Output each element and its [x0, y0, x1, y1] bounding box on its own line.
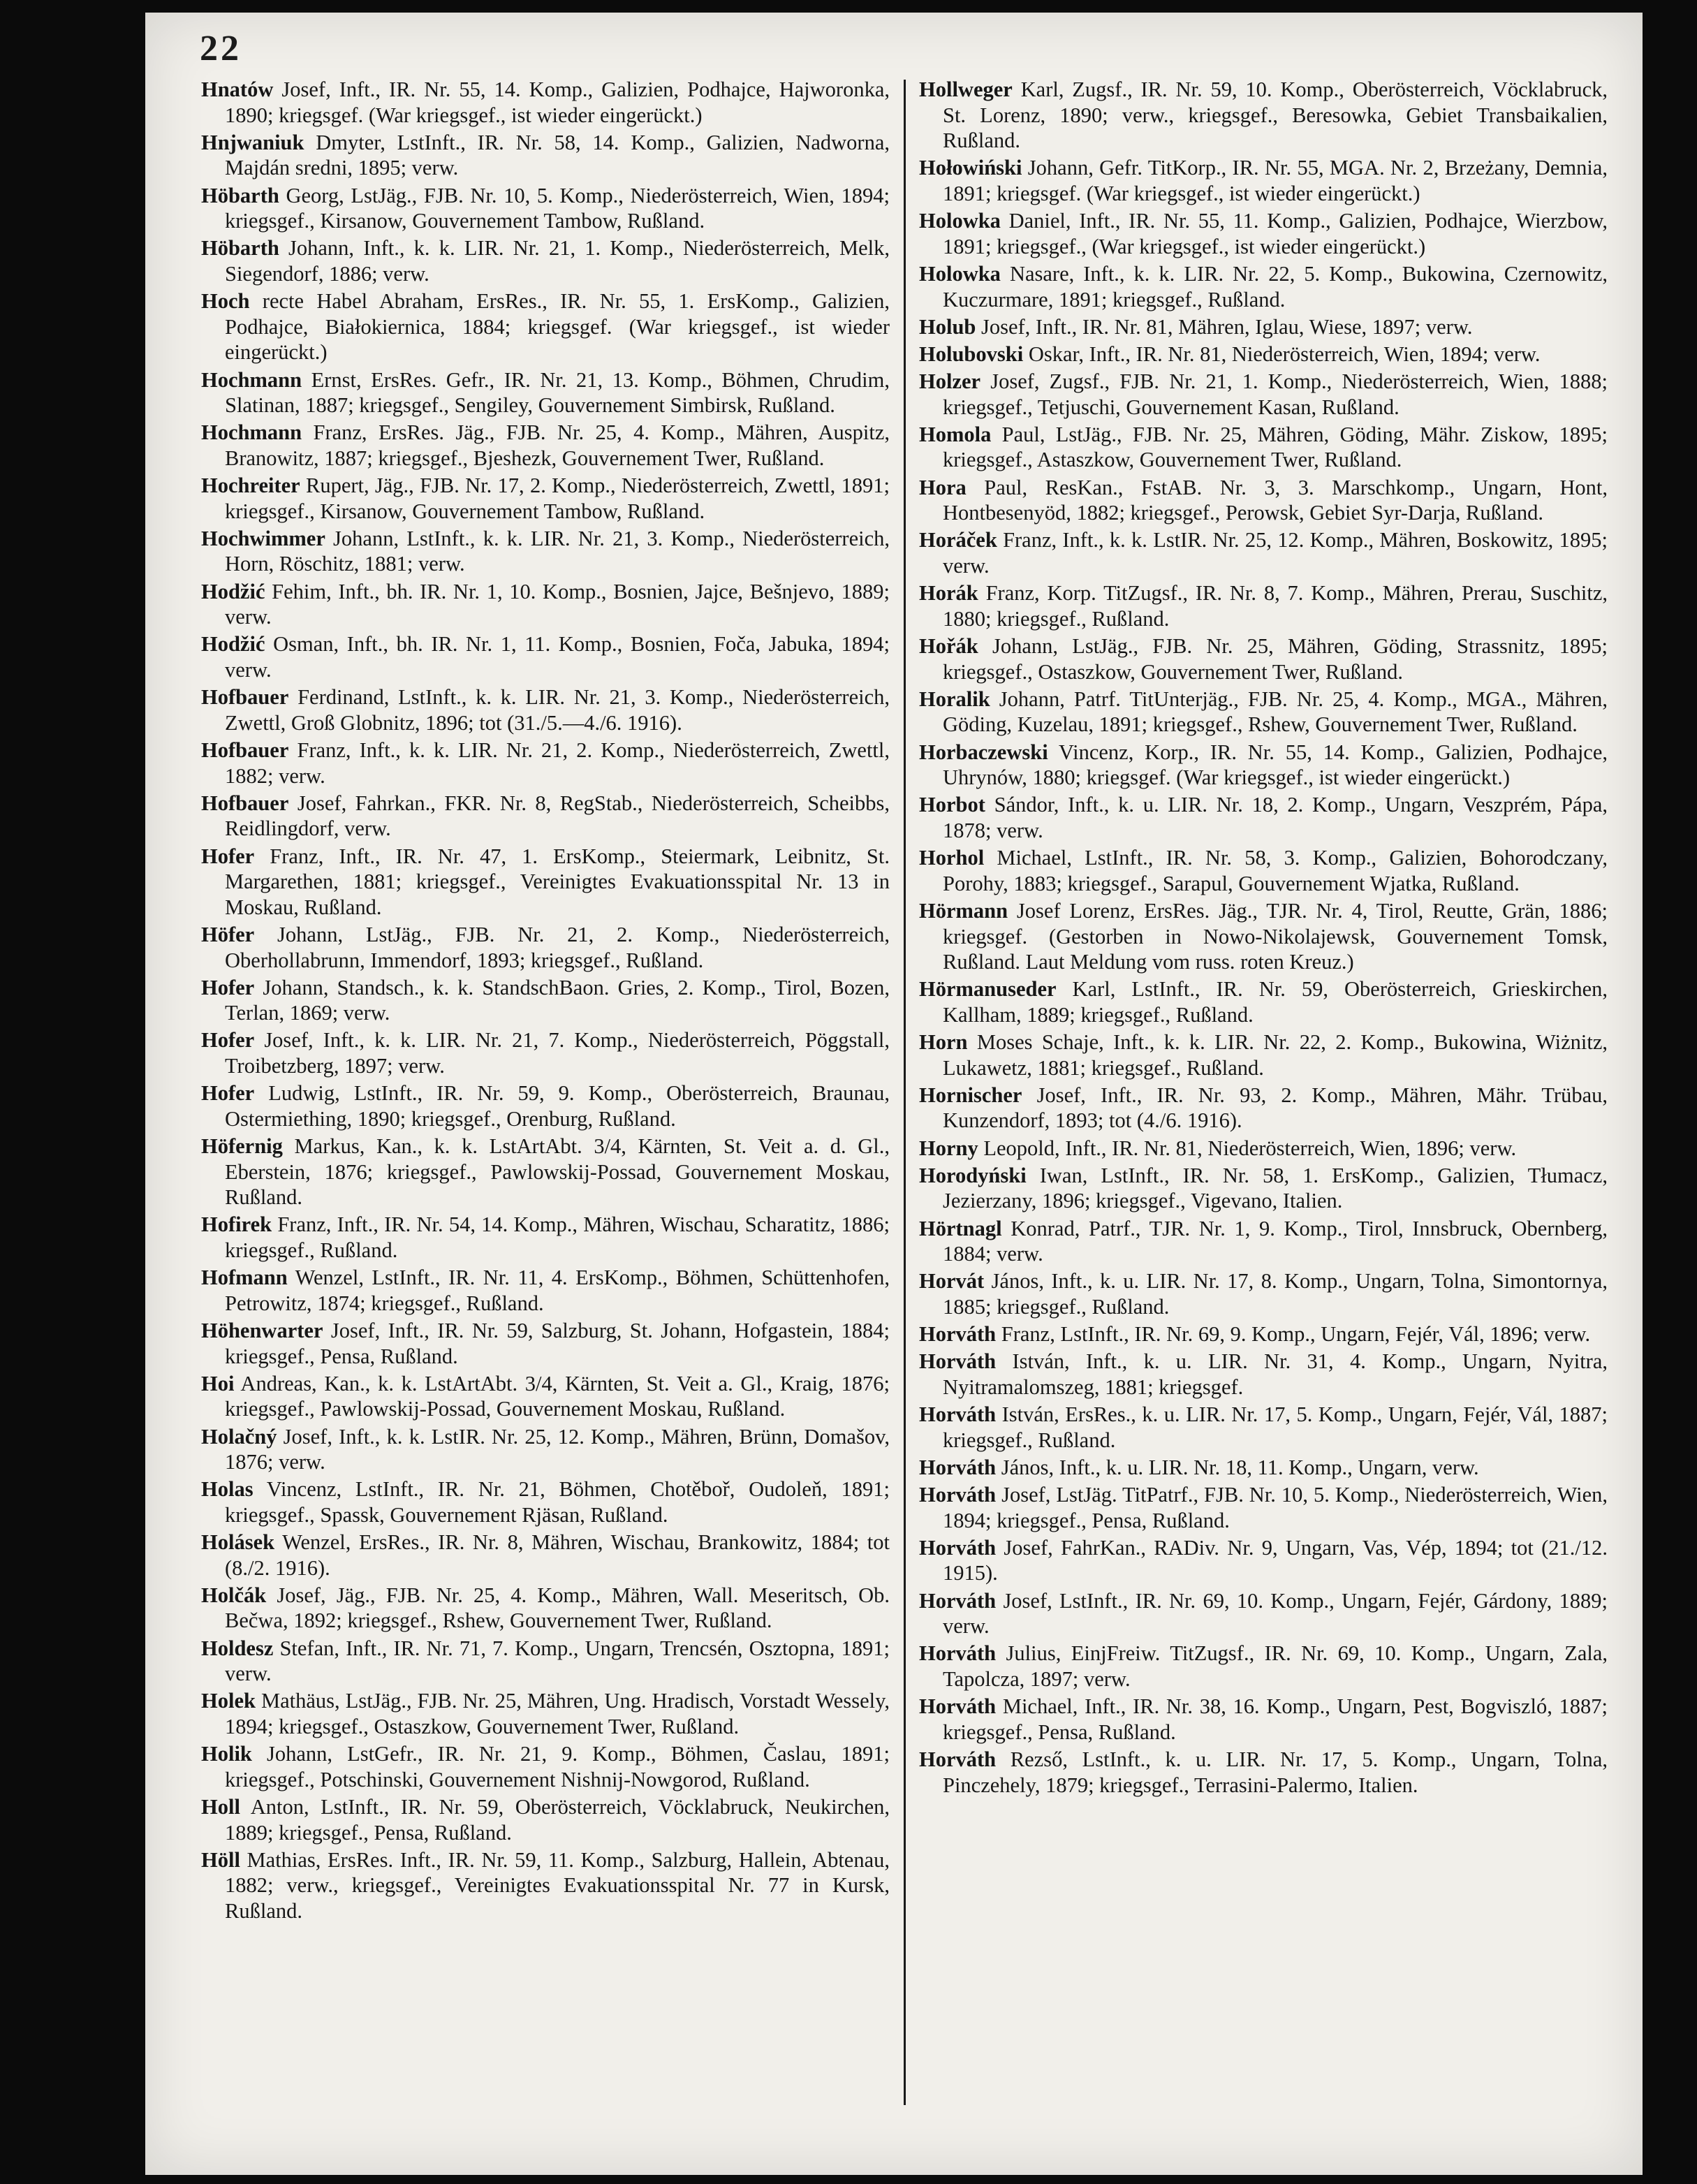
entry-details: Josef, FahrKan., RADiv. Nr. 9, Ungarn, Vas, Vép, 1894; tot (21./12. 1915). — [943, 1535, 1608, 1585]
entry-surname: Holačný — [201, 1424, 277, 1449]
entry-details: Fehim, Inft., bh. IR. Nr. 1, 10. Komp., Bosnien, Jajce, Bešnjevo, 1889; verw. — [225, 579, 890, 629]
entry-details: Michael, Inft., IR. Nr. 38, 16. Komp., Ungarn, Pest, Bogviszló, 1887; kriegsgef., Pensa, Rußland. — [943, 1694, 1608, 1744]
entry-surname: Hoch — [201, 289, 250, 314]
entry-surname: Hnatów — [201, 78, 274, 101]
entry-surname: Holik — [201, 1742, 252, 1766]
register-entry — [201, 183, 890, 234]
register-entry — [201, 975, 890, 1026]
entry-details: Vincenz, LstInft., IR. Nr. 21, Böhmen, Chotěboř, Oudoleň, 1891; kriegsgef., Spassk, Gouvernement Rjäsan, Rußland. — [225, 1477, 890, 1527]
register-entry — [201, 1212, 890, 1263]
entry-details: Paul, ResKan., FstAB. Nr. 3, 3. Marschkomp., Ungarn, Hont, Hontbesenyöd, 1882; kriegsgef., Perowsk, Gebiet Syr-Darja, Rußland. — [943, 475, 1608, 525]
register-entry — [201, 526, 890, 577]
entry-surname: Hofer — [201, 1081, 255, 1106]
entry-details: Ernst, ErsRes. Gefr., IR. Nr. 21, 13. Komp., Böhmen, Chrudim, Slatinan, 1887; kriegsgef., Sengiley, Gouvernement Simbirsk, Rußland. — [225, 367, 890, 418]
entry-details: Josef, Inft., IR. Nr. 59, Salzburg, St. Johann, Hofgastein, 1884; kriegsgef., Pensa, Rußland. — [225, 1318, 890, 1368]
entry-surname: Holek — [201, 1689, 256, 1713]
entry-details: Johann, LstJäg., FJB. Nr. 21, 2. Komp., Niederösterreich, Oberhollabrunn, Immendorf, 1893; kriegsgef., Rußland. — [225, 922, 890, 972]
entry-surname: Hofbauer — [201, 685, 289, 710]
entry-details: Julius, EinjFreiw. TitZugsf., IR. Nr. 69, 10. Komp., Ungarn, Zala, Tapolcza, 1897; verw. — [943, 1641, 1608, 1692]
entry-details: Josef, Inft., k. k. LstIR. Nr. 25, 12. Komp., Mähren, Brünn, Domašov, 1876; verw. — [225, 1424, 890, 1474]
entry-surname: Hollweger — [919, 78, 1013, 101]
register-entry — [201, 1424, 890, 1475]
entry-surname: Hochmann — [201, 367, 302, 392]
entry-surname: Horváth — [919, 1694, 997, 1719]
register-entry — [201, 1134, 890, 1210]
entry-surname: Höfer — [201, 922, 255, 946]
entry-details: Leopold, Inft., IR. Nr. 81, Niederösterreich, Wien, 1896; verw. — [978, 1136, 1517, 1160]
register-entry — [201, 579, 890, 630]
entry-surname: Hochwimmer — [201, 526, 325, 550]
register-entry — [919, 687, 1608, 738]
register-entry — [919, 527, 1608, 578]
entry-details: Franz, Inft., IR. Nr. 47, 1. ErsKomp., Steiermark, Leibnitz, St. Margarethen, 1881; kriegsgef., Vereinigtes Evakuationsspital Nr. 13 in Moskau, Rußland. — [225, 844, 890, 919]
register-entry — [201, 1265, 890, 1316]
register-entry — [919, 633, 1608, 684]
entry-details: Mathäus, LstJäg., FJB. Nr. 25, Mähren, Ung. Hradisch, Vorstadt Wessely, 1894; kriegsgef., Ostaszkow, Gouvernement Twer, Rußland. — [225, 1689, 890, 1739]
entry-details: Ludwig, LstInft., IR. Nr. 59, 9. Komp., Oberösterreich, Braunau, Ostermiething, 1890; kriegsgef., Orenburg, Rußland. — [225, 1081, 890, 1131]
entry-details: Nasare, Inft., k. k. LIR. Nr. 22, 5. Komp., Bukowina, Czernowitz, Kuczurmare, 1891; kriegsgef., Rußland. — [943, 261, 1608, 312]
entry-details: Johann, Patrf. TitUnterjäg., FJB. Nr. 25, 4. Komp., MGA., Mähren, Göding, Kuzelau, 1891; kriegsgef., Rshew, Gouvernement Twer, Rußland. — [943, 687, 1608, 737]
entry-details: Josef, Inft., IR. Nr. 93, 2. Komp., Mähren, Mähr. Trübau, Kunzendorf, 1893; tot (4./6. 1916). — [943, 1083, 1608, 1133]
entry-surname: Hofer — [201, 1028, 255, 1053]
register-entry — [919, 1455, 1608, 1481]
entry-surname: Hochreiter — [201, 474, 300, 498]
entry-surname: Holub — [919, 314, 976, 339]
entry-details: Sándor, Inft., k. u. LIR. Nr. 18, 2. Komp., Ungarn, Veszprém, Pápa, 1878; verw. — [943, 793, 1608, 842]
register-entry — [919, 77, 1608, 154]
register-entry — [919, 155, 1608, 206]
entry-details: Johann, LstGefr., IR. Nr. 21, 9. Komp., Böhmen, Časlau, 1891; kriegsgef., Potschinski, Gouvernement Nishnij-Nowgorod, Rußland. — [225, 1742, 890, 1791]
entry-surname: Hofbauer — [201, 738, 289, 762]
register-entry — [919, 1083, 1608, 1134]
register-entry — [201, 1530, 890, 1581]
entry-details: Johann, Gefr. TitKorp., IR. Nr. 55, MGA. Nr. 2, Brzeżany, Demnia, 1891; kriegsgef. (War kriegsgef., ist wieder eingerückt.) — [943, 156, 1608, 205]
entry-details: Konrad, Patrf., TJR. Nr. 1, 9. Komp., Tirol, Innsbruck, Obernberg, 1884; verw. — [943, 1216, 1608, 1266]
entry-details: Franz, Inft., k. k. LstIR. Nr. 25, 12. Komp., Mähren, Boskowitz, 1895; verw. — [943, 528, 1608, 578]
register-entry — [919, 580, 1608, 631]
register-entry — [201, 922, 890, 973]
entry-surname: Horny — [919, 1136, 978, 1160]
entry-surname: Horváth — [919, 1747, 997, 1771]
register-entry — [201, 738, 890, 789]
entry-surname: Hörmanuseder — [919, 977, 1057, 1002]
entry-details: Karl, LstInft., IR. Nr. 59, Oberösterreich, Grieskirchen, Kallham, 1889; kriegsgef., Rußland. — [943, 977, 1608, 1027]
entry-surname: Hořák — [919, 634, 978, 658]
entry-surname: Hofbauer — [201, 791, 289, 815]
entry-surname: Horalik — [919, 687, 990, 711]
entry-surname: Hora — [919, 475, 967, 499]
column-left — [201, 77, 890, 1926]
entry-surname: Höfernig — [201, 1134, 283, 1159]
register-entry — [201, 684, 890, 735]
entry-details: Josef, Fahrkan., FKR. Nr. 8, RegStab., Niederösterreich, Scheibbs, Reidlingdorf, verw. — [225, 791, 890, 841]
entry-surname: Höbarth — [201, 236, 279, 261]
register-entry — [919, 740, 1608, 791]
register-entry — [919, 1349, 1608, 1400]
entry-surname: Holubovski — [919, 342, 1024, 366]
register-entry — [201, 288, 890, 365]
entry-details: Osman, Inft., bh. IR. Nr. 1, 11. Komp., Bosnien, Foča, Jabuka, 1894; verw. — [225, 632, 890, 682]
register-entry — [919, 976, 1608, 1027]
entry-surname: Homola — [919, 422, 992, 446]
entry-surname: Horáček — [919, 528, 997, 552]
entry-details: Georg, LstJäg., FJB. Nr. 10, 5. Komp., Niederösterreich, Wien, 1894; kriegsgef., Kirsanow, Gouvernement Tambow, Rußland. — [225, 183, 890, 233]
entry-details: Rupert, Jäg., FJB. Nr. 17, 2. Komp., Niederösterreich, Zwettl, 1891; kriegsgef., Kirsanow, Gouvernement Tambow, Rußland. — [225, 474, 890, 523]
entry-details: István, Inft., k. u. LIR. Nr. 31, 4. Komp., Ungarn, Nyitra, Nyitramalomszeg, 1881; kriegsgef. — [943, 1349, 1608, 1399]
entry-details: Mathias, ErsRes. Inft., IR. Nr. 59, 11. Komp., Salzburg, Hallein, Abtenau, 1882; verw., kriegsgef., Vereinigtes Evakuationsspital Nr. 77 in Kursk, Rußland. — [225, 1847, 890, 1923]
entry-details: Josef, Zugsf., FJB. Nr. 21, 1. Komp., Niederösterreich, Wien, 1888; kriegsgef., Tetjuschi, Gouvernement Kasan, Rußland. — [943, 369, 1608, 419]
register-entry — [201, 1318, 890, 1369]
register-entry — [919, 1136, 1608, 1161]
entry-details: János, Inft., k. u. LIR. Nr. 18, 11. Komp., Ungarn, verw. — [996, 1455, 1479, 1479]
entry-details: Josef, Inft., k. k. LIR. Nr. 21, 7. Komp., Niederösterreich, Pöggstall, Troibetzberg, 1897; verw. — [225, 1028, 890, 1078]
entry-surname: Hornischer — [919, 1083, 1022, 1107]
entry-surname: Horváth — [919, 1588, 997, 1613]
entry-details: Stefan, Inft., IR. Nr. 71, 7. Komp., Ungarn, Trencsén, Osztopna, 1891; verw. — [225, 1636, 890, 1686]
register-entry — [201, 1847, 890, 1924]
register-entry — [919, 342, 1608, 367]
entry-details: Karl, Zugsf., IR. Nr. 59, 10. Komp., Oberösterreich, Vöcklabruck, St. Lorenz, 1890; verw., kriegsgef., Beresowka, Gebiet Transbaikalien, Rußland. — [943, 78, 1608, 153]
register-entry — [201, 77, 890, 128]
register-entry — [201, 420, 890, 471]
entry-details: Paul, LstJäg., FJB. Nr. 25, Mähren, Göding, Mähr. Ziskow, 1895; kriegsgef., Astaszkow, Gouvernement Twer, Rußland. — [943, 422, 1608, 472]
register-entry — [201, 1688, 890, 1739]
entry-surname: Holčák — [201, 1583, 267, 1607]
entry-surname: Horváth — [919, 1322, 997, 1347]
entry-details: Josef, LstInft., IR. Nr. 69, 10. Komp., Ungarn, Fejér, Gárdony, 1889; verw. — [943, 1588, 1608, 1639]
register-entry — [919, 369, 1608, 420]
entry-surname: Horodyński — [919, 1163, 1027, 1187]
entry-details: Josef Lorenz, ErsRes. Jäg., TJR. Nr. 4, Tirol, Reutte, Grän, 1886; kriegsgef. (Gestorben in Nowo-Nikolajewsk, Gouvernement Tomsk, Rußland. Laut Meldung vom russ. roten Kreuz.) — [943, 898, 1608, 974]
register-entry — [201, 1636, 890, 1687]
entry-surname: Hodžić — [201, 632, 265, 657]
register-entry — [201, 1476, 890, 1527]
entry-surname: Holowka — [919, 261, 1001, 286]
register-entry — [919, 1694, 1608, 1745]
entry-surname: Hofmann — [201, 1266, 288, 1290]
register-entry — [919, 1321, 1608, 1347]
entry-details: Markus, Kan., k. k. LstArtAbt. 3/4, Kärnten, St. Veit a. d. Gl., Eberstein, 1876; kriegsgef., Pawlowskij-Possad, Gouvernement Moskau, Rußland. — [225, 1134, 890, 1210]
register-entry — [919, 1535, 1608, 1586]
entry-details: Johann, Standsch., k. k. StandschBaon. Gries, 2. Komp., Tirol, Bozen, Terlan, 1869; verw. — [225, 975, 890, 1025]
entry-surname: Horváth — [919, 1402, 997, 1427]
register-entry — [919, 1588, 1608, 1639]
register-entry — [201, 367, 890, 418]
entry-details: Rezső, LstInft., k. u. LIR. Nr. 17, 5. Komp., Ungarn, Tolna, Pinczehely, 1879; kriegsgef., Terrasini-Palermo, Italien. — [943, 1747, 1608, 1797]
register-entry — [201, 473, 890, 524]
register-entry — [919, 1268, 1608, 1319]
entry-details: Iwan, LstInft., IR. Nr. 58, 1. ErsKomp., Galizien, Tłumacz, Jezierzany, 1896; kriegsgef., Vigevano, Italien. — [943, 1163, 1608, 1213]
entry-details: Oskar, Inft., IR. Nr. 81, Niederösterreich, Wien, 1894; verw. — [1023, 342, 1541, 366]
entry-details: Franz, LstInft., IR. Nr. 69, 9. Komp., Ungarn, Fejér, Vál, 1896; verw. — [996, 1322, 1591, 1347]
entry-surname: Holásek — [201, 1530, 275, 1555]
entry-details: Josef, Inft., IR. Nr. 55, 14. Komp., Galizien, Podhajce, Hajworonka, 1890; kriegsgef. (War kriegsgef., ist wieder eingerückt.) — [225, 78, 890, 127]
entry-details: Franz, Korp. TitZugsf., IR. Nr. 8, 7. Komp., Mähren, Prerau, Suschitz, 1880; kriegsgef., Rußland. — [943, 581, 1608, 631]
entry-surname: Hołowiński — [919, 156, 1022, 180]
entry-details: Dmyter, LstInft., IR. Nr. 58, 14. Komp., Galizien, Nadworna, Majdán sredni, 1895; verw. — [225, 130, 890, 180]
register-entry — [919, 422, 1608, 473]
entry-details: Johann, LstJäg., FJB. Nr. 25, Mähren, Göding, Strassnitz, 1895; kriegsgef., Ostaszkow, Gouvernement Twer, Rußland. — [943, 634, 1608, 684]
entry-surname: Höhenwarter — [201, 1318, 323, 1342]
entry-details: Wenzel, LstInft., IR. Nr. 11, 4. ErsKomp., Böhmen, Schüttenhofen, Petrowitz, 1874; kriegsgef., Rußland. — [225, 1266, 890, 1315]
register-entry — [201, 1583, 890, 1634]
register-entry — [201, 791, 890, 842]
register-entry — [919, 1163, 1608, 1214]
column-divider — [904, 80, 906, 2105]
document-page — [145, 13, 1643, 2175]
entry-details: Andreas, Kan., k. k. LstArtAbt. 3/4, Kärnten, St. Veit a. Gl., Kraig, 1876; kriegsgef., Pawlowskij-Possad, Gouvernement Moskau, Rußland. — [225, 1371, 890, 1421]
entry-details: Franz, Inft., k. k. LIR. Nr. 21, 2. Komp., Niederösterreich, Zwettl, 1882; verw. — [225, 738, 890, 788]
entry-surname: Horváth — [919, 1641, 997, 1666]
entry-details: Michael, LstInft., IR. Nr. 58, 3. Komp., Galizien, Bohorodczany, Porohy, 1883; kriegsgef., Sarapul, Gouvernement Wjatka, Rußland. — [943, 846, 1608, 895]
entry-surname: Hofer — [201, 975, 255, 999]
entry-details: István, ErsRes., k. u. LIR. Nr. 17, 5. Komp., Ungarn, Fejér, Vál, 1887; kriegsgef., Rußland. — [943, 1402, 1608, 1452]
entry-surname: Horváth — [919, 1455, 997, 1479]
entry-details: Wenzel, ErsRes., IR. Nr. 8, Mähren, Wischau, Brankowitz, 1884; tot (8./2. 1916). — [225, 1530, 890, 1580]
entry-surname: Hofirek — [201, 1212, 272, 1237]
entry-details: Moses Schaje, Inft., k. k. LIR. Nr. 22, 2. Komp., Bukowina, Wiżnitz, Lukawetz, 1881; kriegsgef., Rußland. — [943, 1030, 1608, 1080]
register-entry — [919, 1216, 1608, 1267]
entry-surname: Hoi — [201, 1371, 235, 1395]
entry-details: Franz, Inft., IR. Nr. 54, 14. Komp., Mähren, Wischau, Scharatitz, 1886; kriegsgef., Rußland. — [225, 1212, 890, 1262]
entry-surname: Höll — [201, 1847, 240, 1872]
entry-details: Josef, LstJäg. TitPatrf., FJB. Nr. 10, 5. Komp., Niederösterreich, Wien, 1894; kriegsgef., Pensa, Rußland. — [943, 1483, 1608, 1532]
entry-surname: Holl — [201, 1795, 240, 1819]
entry-surname: Hörmann — [919, 898, 1008, 923]
entry-details: Johann, LstInft., k. k. LIR. Nr. 21, 3. Komp., Niederösterreich, Horn, Röschitz, 1881; verw. — [225, 526, 890, 576]
register-entry — [201, 1371, 890, 1422]
entry-surname: Holdesz — [201, 1636, 274, 1660]
entry-surname: Holzer — [919, 369, 981, 394]
register-entry — [919, 314, 1608, 340]
register-entry — [201, 1080, 890, 1131]
register-entry — [201, 1741, 890, 1792]
register-entry — [919, 261, 1608, 312]
register-entry — [919, 845, 1608, 896]
entry-surname: Horák — [919, 581, 978, 606]
register-entry — [919, 1641, 1608, 1692]
entry-details: Johann, Inft., k. k. LIR. Nr. 21, 1. Komp., Niederösterreich, Melk, Siegendorf, 1886; verw. — [225, 236, 890, 286]
entry-surname: Horn — [919, 1030, 968, 1055]
entry-surname: Hofer — [201, 844, 255, 868]
register-entry — [919, 1482, 1608, 1533]
register-entry — [919, 1029, 1608, 1080]
register-entry — [919, 1402, 1608, 1453]
entry-details: Anton, LstInft., IR. Nr. 59, Oberösterreich, Vöcklabruck, Neukirchen, 1889; kriegsgef., Pensa, Rußland. — [225, 1795, 890, 1845]
register-entry — [919, 792, 1608, 843]
page-number: 22 — [200, 29, 242, 68]
register-entry — [201, 844, 890, 921]
register-entry — [201, 235, 890, 286]
entry-surname: Holowka — [919, 209, 1001, 233]
entry-surname: Hochmann — [201, 420, 302, 445]
register-entry — [201, 1794, 890, 1845]
register-entry — [919, 475, 1608, 526]
entry-details: Daniel, Inft., IR. Nr. 55, 11. Komp., Galizien, Podhajce, Wierzbow, 1891; kriegsgef., (War kriegsgef., ist wieder eingerückt.) — [943, 209, 1608, 258]
register-entry — [201, 631, 890, 682]
entry-surname: Horváth — [919, 1483, 997, 1507]
entry-details: János, Inft., k. u. LIR. Nr. 17, 8. Komp., Ungarn, Tolna, Simontornya, 1885; kriegsgef., Rußland. — [943, 1269, 1608, 1319]
register-entry — [201, 1027, 890, 1078]
entry-surname: Horváth — [919, 1535, 997, 1560]
register-entry — [919, 898, 1608, 975]
register-entry — [919, 208, 1608, 259]
register-entry — [201, 130, 890, 181]
entry-surname: Horbot — [919, 793, 985, 817]
entry-surname: Hörtnagl — [919, 1216, 1002, 1240]
entry-surname: Holas — [201, 1477, 254, 1502]
entry-details: Vincenz, Korp., IR. Nr. 55, 14. Komp., Galizien, Podhajce, Uhrynów, 1880; kriegsgef. (War kriegsgef., ist wieder eingerückt.) — [943, 740, 1608, 790]
entry-surname: Höbarth — [201, 183, 279, 207]
entry-surname: Hnjwaniuk — [201, 130, 304, 154]
entry-surname: Horvát — [919, 1269, 985, 1293]
column-right — [919, 77, 1608, 1800]
entry-surname: Horbaczewski — [919, 740, 1048, 764]
entry-surname: Hodžić — [201, 579, 265, 603]
entry-details: Josef, Inft., IR. Nr. 81, Mähren, Iglau, Wiese, 1897; verw. — [976, 314, 1473, 339]
entry-details: Josef, Jäg., FJB. Nr. 25, 4. Komp., Mähren, Wall. Meseritsch, Ob. Bečwa, 1892; kriegsgef., Rshew, Gouvernement Twer, Rußland. — [225, 1583, 890, 1633]
register-entry — [919, 1747, 1608, 1798]
entry-details: Franz, ErsRes. Jäg., FJB. Nr. 25, 4. Komp., Mähren, Auspitz, Branowitz, 1887; kriegsgef., Bjeshezk, Gouvernement Twer, Rußland. — [225, 420, 890, 470]
entry-details: recte Habel Abraham, ErsRes., IR. Nr. 55, 1. ErsKomp., Galizien, Podhajce, Białokiernica, 1884; kriegsgef. (War kriegsgef., ist wieder eingerückt.) — [225, 289, 890, 365]
entry-details: Ferdinand, LstInft., k. k. LIR. Nr. 21, 3. Komp., Niederösterreich, Zwettl, Groß Globnitz, 1896; tot (31./5.—4./6. 1916). — [225, 685, 890, 735]
entry-surname: Horhol — [919, 846, 985, 870]
entry-surname: Horváth — [919, 1349, 997, 1374]
